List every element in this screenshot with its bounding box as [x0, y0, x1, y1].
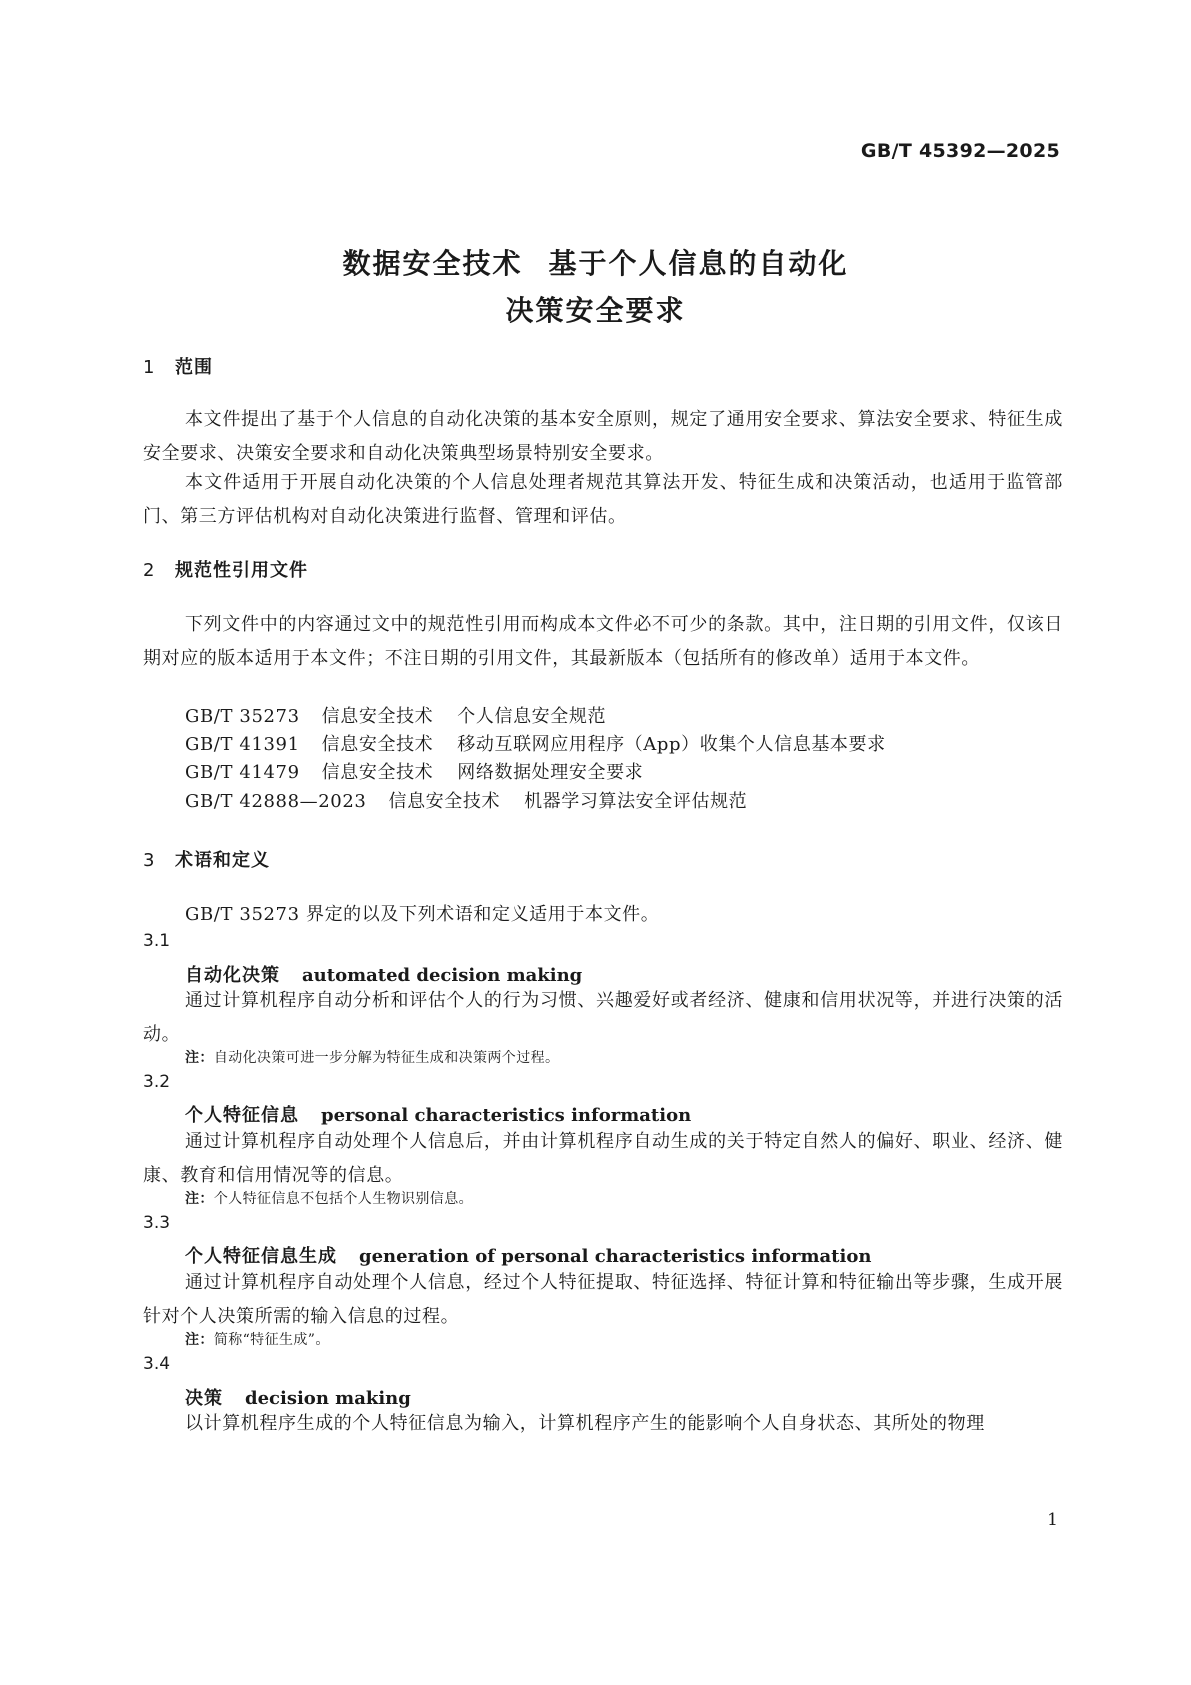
note-text: 自动化决策可进一步分解为特征生成和决策两个过程。	[213, 1050, 560, 1066]
term-number: 3.4	[143, 1354, 171, 1374]
note-label: 注：	[185, 1332, 214, 1348]
term-number: 3.2	[143, 1072, 171, 1092]
term-zh: 个人特征信息	[185, 1105, 299, 1126]
terms-intro: GB/T 35273 界定的以及下列术语和定义适用于本文件。	[185, 904, 660, 925]
term-definition: 通过计算机程序自动处理个人信息后，并由计算机程序自动生成的关于特定自然人的偏好、职业、经济、健康、教育和信用情况等的信息。	[143, 1131, 1063, 1186]
section-number: 2	[143, 560, 156, 581]
reference-item	[185, 758, 643, 784]
term-definition: 以计算机程序生成的个人特征信息为输入，计算机程序产生的能影响个人自身状态、其所处的物理	[185, 1413, 985, 1434]
term-zh: 个人特征信息生成	[185, 1246, 337, 1267]
section-number: 3	[143, 850, 156, 871]
reference-title-a: 信息安全技术	[388, 791, 501, 812]
title-line-1-part-1: 数据安全技术	[342, 247, 523, 280]
term-note	[185, 1188, 473, 1208]
term-zh: 自动化决策	[185, 965, 280, 986]
section-heading-terms	[143, 846, 270, 872]
reference-code: GB/T 41479	[185, 762, 300, 783]
term-definition: 通过计算机程序自动分析和评估个人的行为习惯、兴趣爱好或者经济、健康和信用状况等，并进行决策的活动。	[143, 990, 1063, 1045]
term-en: personal characteristics information	[321, 1105, 692, 1126]
paragraph: 本文件适用于开展自动化决策的个人信息处理者规范其算法开发、特征生成和决策活动，也适用于监管部门、第三方评估机构对自动化决策进行监督、管理和评估。	[143, 472, 1063, 527]
document-title	[0, 240, 1191, 334]
standard-number: GB/T 45392—2025	[860, 140, 1060, 162]
reference-title-a: 信息安全技术	[321, 706, 434, 727]
section-heading-scope	[143, 353, 213, 379]
reference-code: GB/T 42888—2023	[185, 791, 367, 812]
reference-item	[185, 730, 886, 756]
section-title: 术语和定义	[175, 850, 270, 871]
reference-item	[185, 787, 747, 813]
reference-title-b: 机器学习算法安全评估规范	[524, 791, 748, 812]
note-text: 个人特征信息不包括个人生物识别信息。	[213, 1191, 474, 1207]
reference-title-a: 信息安全技术	[321, 762, 434, 783]
reference-code: GB/T 41391	[185, 734, 300, 755]
reference-item	[185, 702, 606, 728]
section-heading-normative-references	[143, 556, 308, 582]
term-definition: 通过计算机程序自动处理个人信息，经过个人特征提取、特征选择、特征计算和特征输出等步骤，生成开展针对个人决策所需的输入信息的过程。	[143, 1272, 1063, 1327]
term-en: decision making	[245, 1388, 411, 1409]
term-number: 3.1	[143, 931, 171, 951]
term-en: generation of personal characteristics information	[359, 1246, 872, 1267]
reference-title-b: 移动互联网应用程序（App）收集个人信息基本要求	[457, 734, 886, 755]
term-number: 3.3	[143, 1213, 171, 1233]
term-note	[185, 1329, 330, 1349]
term-heading	[185, 1101, 691, 1127]
section-title: 范围	[175, 357, 213, 378]
reference-title-b: 网络数据处理安全要求	[457, 762, 644, 783]
title-line-1	[0, 240, 1191, 287]
reference-title-a: 信息安全技术	[321, 734, 434, 755]
term-zh: 决策	[185, 1388, 223, 1409]
page-number: 1	[1047, 1510, 1058, 1530]
paragraph: 本文件提出了基于个人信息的自动化决策的基本安全原则，规定了通用安全要求、算法安全要求、特征生成安全要求、决策安全要求和自动化决策典型场景特别安全要求。	[143, 409, 1063, 464]
reference-code: GB/T 35273	[185, 706, 300, 727]
reference-title-b: 个人信息安全规范	[457, 706, 607, 727]
term-note	[185, 1047, 559, 1067]
note-label: 注：	[185, 1191, 214, 1207]
title-line-2: 决策安全要求	[505, 294, 686, 327]
term-en: automated decision making	[302, 965, 583, 986]
section-title: 规范性引用文件	[175, 560, 308, 581]
title-line-1-part-2: 基于个人信息的自动化	[548, 247, 849, 280]
note-text: 简称“特征生成”。	[213, 1332, 330, 1348]
note-label: 注：	[185, 1050, 214, 1066]
term-heading	[185, 1242, 871, 1268]
paragraph: 下列文件中的内容通过文中的规范性引用而构成本文件必不可少的条款。其中，注日期的引用文件，仅该日期对应的版本适用于本文件；不注日期的引用文件，其最新版本（包括所有的修改单）适用于本文件。	[143, 614, 1063, 669]
section-number: 1	[143, 357, 156, 378]
